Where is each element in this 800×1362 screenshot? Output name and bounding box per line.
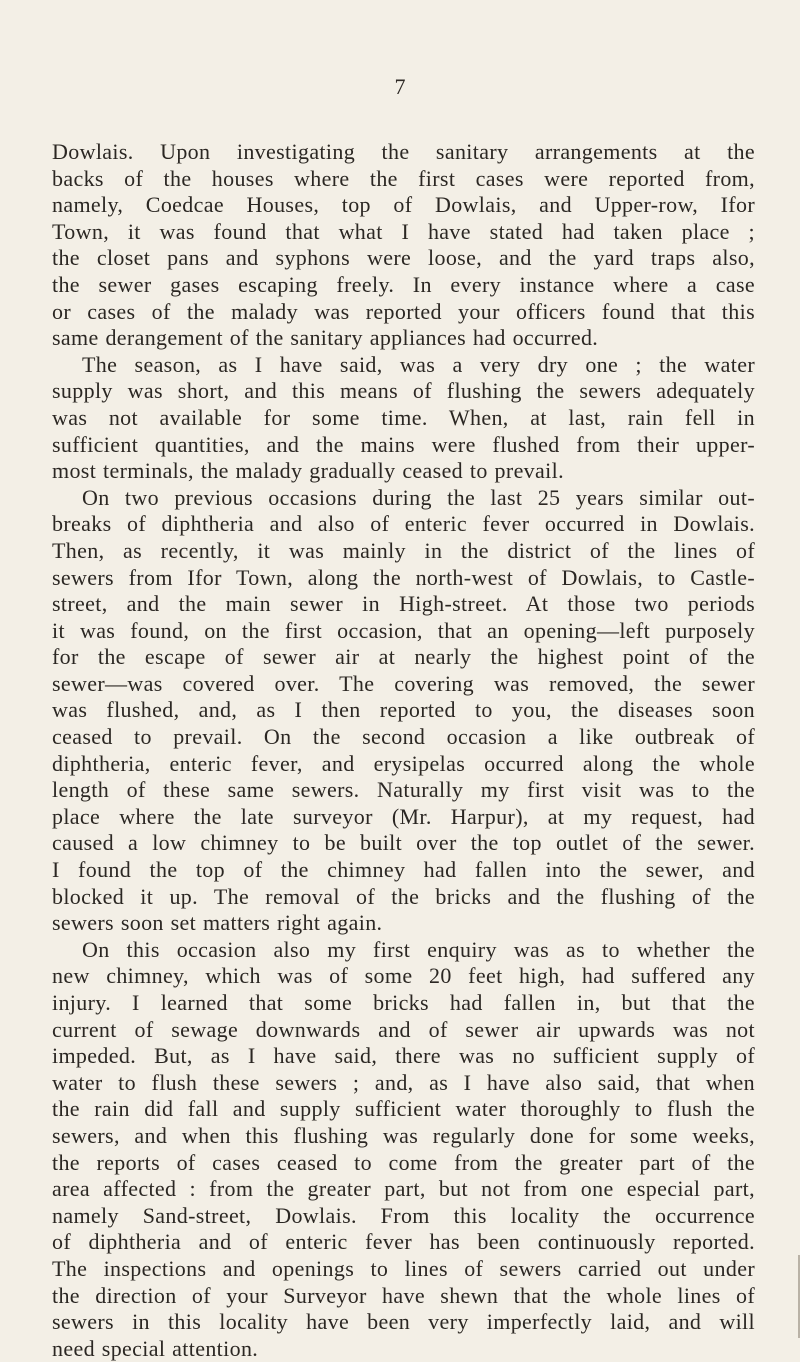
text-line: or cases of the malady was reported your officers found that this <box>52 298 755 324</box>
text-line: I found the top of the chimney had fallen into the sewer, and <box>52 857 755 883</box>
text-line: namely, Coedcae Houses, top of Dowlais, and Upper-row, Ifor <box>52 192 755 218</box>
text-line: area affected : from the greater part, but not from one especial part, <box>52 1176 755 1202</box>
text-line: The season, as I have said, was a very dry one ; the water <box>82 351 755 377</box>
text-line: sewers from Ifor Town, along the north-west of Dowlais, to Castle- <box>52 564 755 590</box>
text-line: current of sewage downwards and of sewer air upwards was not <box>52 1016 755 1042</box>
text-line: On two previous occasions during the last 25 years similar out- <box>82 484 755 510</box>
text-line: ceased to prevail. On the second occasion a like outbreak of <box>52 724 755 750</box>
text-line: supply was short, and this means of flushing the sewers adequately <box>52 378 755 404</box>
text-line: same derangement of the sanitary appliances had occurred. <box>52 325 599 351</box>
text-line: was flushed, and, as I then reported to you, the diseases soon <box>52 697 755 723</box>
text-line: namely Sand-street, Dowlais. From this locality the occurrence <box>52 1202 755 1228</box>
text-line: length of these same sewers. Naturally my first visit was to the <box>52 777 755 803</box>
text-line: backs of the houses where the first cases were reported from, <box>52 165 755 191</box>
page-number: 7 <box>394 74 406 99</box>
text-line: the sewer gases escaping freely. In every instance where a case <box>52 271 755 297</box>
text-line: sewers, and when this flushing was regularly done for some weeks, <box>52 1122 755 1148</box>
text-line: the direction of your Surveyor have shewn that the whole lines of <box>52 1282 755 1308</box>
text-line: The inspections and openings to lines of sewers carried out under <box>52 1255 755 1281</box>
text-line: water to flush these sewers ; and, as I have also said, that when <box>52 1069 755 1095</box>
text-line: most terminals, the malady gradually ceased to prevail. <box>52 458 564 484</box>
text-line: for the escape of sewer air at nearly the highest point of the <box>52 644 755 670</box>
text-line: breaks of diphtheria and also of enteric fever occurred in Dowlais. <box>52 511 755 537</box>
text-line: the rain did fall and supply sufficient water thoroughly to flush the <box>52 1096 755 1122</box>
text-line: impeded. But, as I have said, there was no sufficient supply of <box>52 1043 755 1069</box>
text-line: it was found, on the first occasion, that an opening—left purposely <box>52 617 755 643</box>
body-text <box>52 139 755 1362</box>
text-line: need special attention. <box>52 1335 259 1361</box>
text-line: On this occasion also my first enquiry was as to whether the <box>82 936 755 962</box>
text-line: was not available for some time. When, at last, rain fell in <box>52 404 755 430</box>
text-line: the reports of cases ceased to come from the greater part of the <box>52 1149 755 1175</box>
text-line: sewers in this locality have been very imperfectly laid, and will <box>52 1309 755 1335</box>
text-line: of diphtheria and of enteric fever has been continuously reported. <box>52 1229 755 1255</box>
text-line: street, and the main sewer in High-street. At those two periods <box>52 591 755 617</box>
text-line: injury. I learned that some bricks had fallen in, but that the <box>52 990 755 1015</box>
text-line: caused a low chimney to be built over the top outlet of the sewer. <box>52 830 755 856</box>
text-line: sewers soon set matters right again. <box>52 910 383 936</box>
text-line: blocked it up. The removal of the bricks and the flushing of the <box>52 883 755 909</box>
text-line: sufficient quantities, and the mains were flushed from their upper- <box>52 431 755 457</box>
text-line: diphtheria, enteric fever, and erysipelas occurred along the whole <box>52 750 755 776</box>
text-line: sewer—was covered over. The covering was removed, the sewer <box>52 670 755 696</box>
text-line: new chimney, which was of some 20 feet high, had suffered any <box>52 963 755 989</box>
text-line: place where the late surveyor (Mr. Harpur), at my request, had <box>52 803 755 829</box>
text-line: the closet pans and syphons were loose, and the yard traps also, <box>52 245 755 271</box>
text-line: Town, it was found that what I have stated had taken place ; <box>52 218 755 244</box>
text-line: Dowlais. Upon investigating the sanitary arrangements at the <box>52 139 755 164</box>
text-line: Then, as recently, it was mainly in the district of the lines of <box>52 537 755 563</box>
